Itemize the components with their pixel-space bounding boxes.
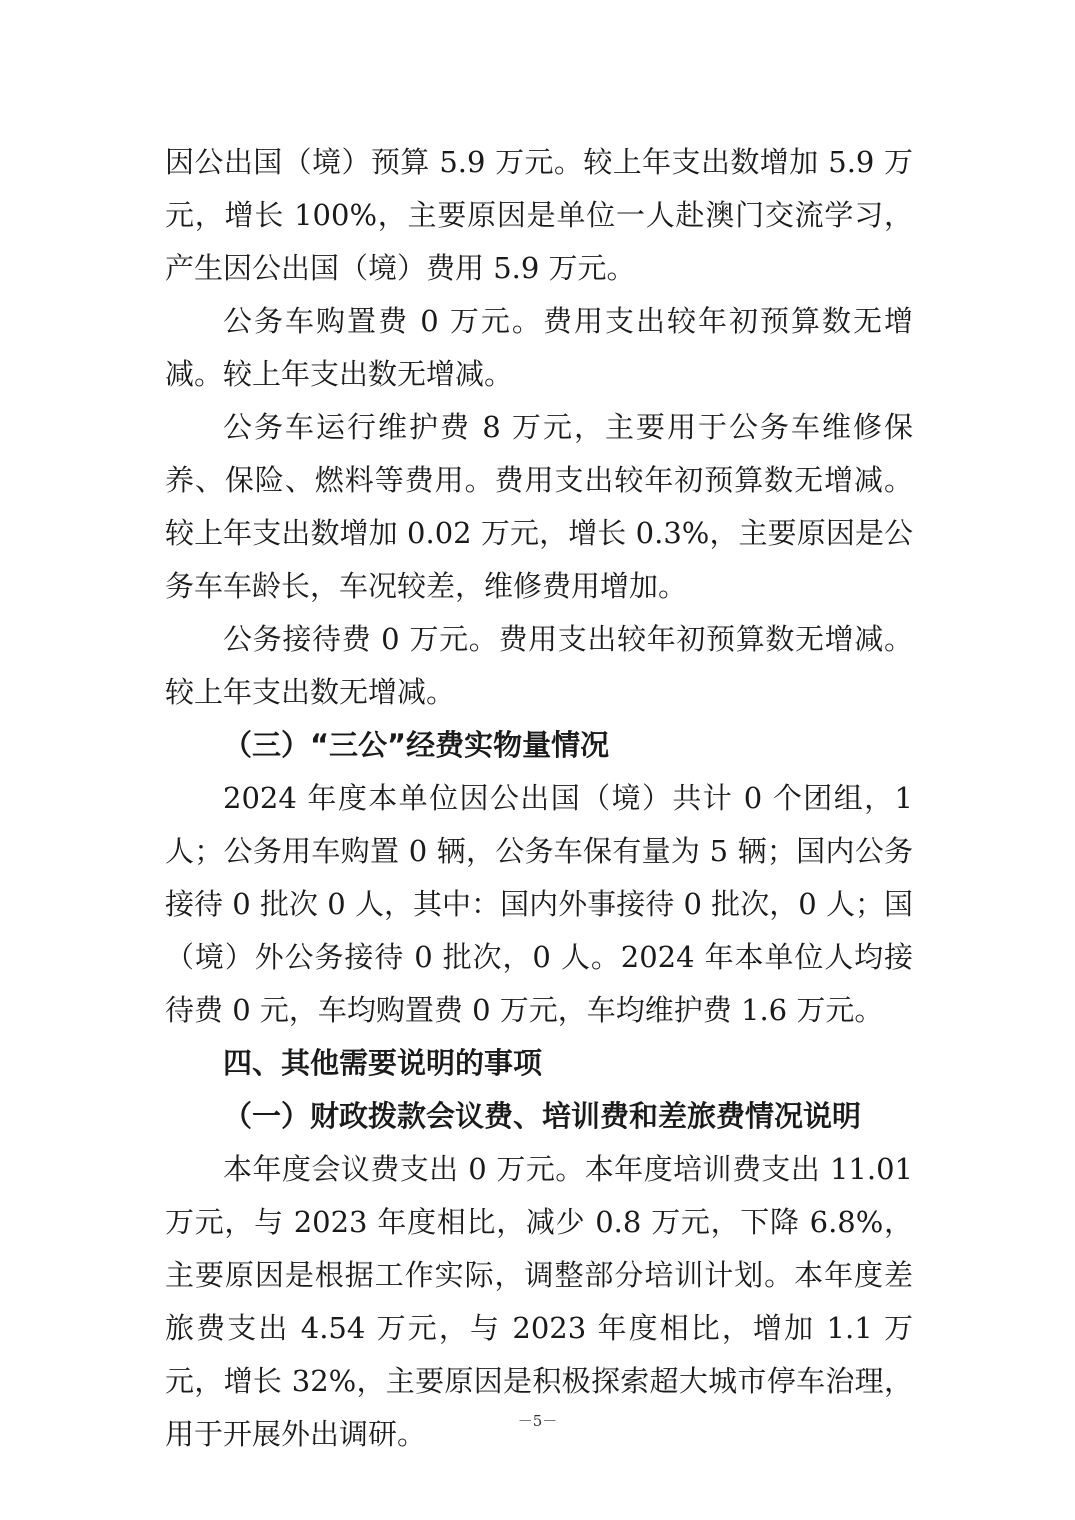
paragraph-outbound-budget: 因公出国（境）预算 5.9 万元。较上年支出数增加 5.9 万元，增长 100%，主要原因是单位一人赴澳门交流学习，产生因公出国（境）费用 5.9 万元。	[165, 145, 913, 285]
paragraph-vehicle-purchase: 公务车购置费 0 万元。费用支出较年初预算数无增减。较上年支出数无增减。	[165, 304, 913, 391]
document-body	[165, 136, 913, 1461]
paragraph-meeting-training-travel: 本年度会议费支出 0 万元。本年度培训费支出 11.01 万元，与 2023 年度相比，减少 0.8 万元，下降 6.8%，主要原因是根据工作实际，调整部分培训计划。本年度差旅费支出 4.54 万元，与 2023 年度相比，增加 1.1 万元，增长 32%，主要原因是积极探索超大城市停车治理，用于开展外出调研。	[165, 1152, 913, 1451]
paragraph-physical-quantity: 2024 年度本单位因公出国（境）共计 0 个团组，1 人；公务用车购置 0 辆，公务车保有量为 5 辆；国内公务接待 0 批次 0 人，其中：国内外事接待 0 批次，0 人；国（境）外公务接待 0 批次，0 人。2024 年本单位人均接待费 0 元，车均购置费 0 万元，车均维护费 1.6 万元。	[165, 781, 913, 1027]
page-number: －5－	[517, 1412, 558, 1430]
paragraph-reception-fee: 公务接待费 0 万元。费用支出较年初预算数无增减。较上年支出数无增减。	[165, 622, 913, 709]
paragraph-vehicle-maintenance: 公务车运行维护费 8 万元，主要用于公务车维修保养、保险、燃料等费用。费用支出较年初预算数无增减。较上年支出数增加 0.02 万元，增长 0.3%，主要原因是公务车车龄长，车况较差，维修费用增加。	[165, 410, 913, 603]
heading-physical-quantity: （三）“三公”经费实物量情况	[223, 728, 610, 762]
heading-meeting-training-travel: （一）财政拨款会议费、培训费和差旅费情况说明	[223, 1099, 862, 1133]
heading-other-matters: 四、其他需要说明的事项	[223, 1046, 543, 1080]
